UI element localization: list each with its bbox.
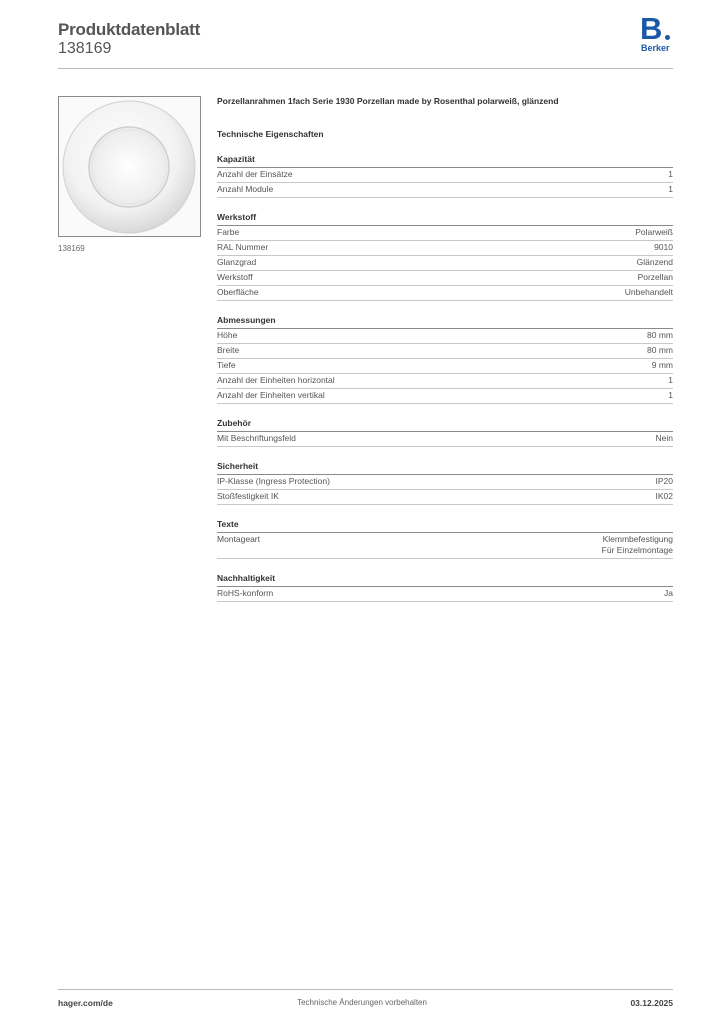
section-heading: Zubehör bbox=[217, 418, 673, 432]
spec-value-line: Polarweiß bbox=[635, 227, 673, 237]
spec-row bbox=[217, 168, 673, 183]
logo-dot bbox=[665, 35, 670, 40]
image-caption: 138169 bbox=[58, 244, 85, 253]
product-number: 138169 bbox=[58, 40, 112, 57]
section-heading: Kapazität bbox=[217, 154, 673, 168]
spec-section bbox=[217, 418, 673, 447]
spec-value-line: Ja bbox=[664, 588, 673, 598]
logo-name: Berker bbox=[641, 43, 670, 53]
logo-letter: B bbox=[640, 11, 663, 46]
spec-row bbox=[217, 256, 673, 271]
spec-value-line: 1 bbox=[668, 375, 673, 385]
spec-row bbox=[217, 241, 673, 256]
spec-value bbox=[664, 588, 673, 599]
section-heading: Sicherheit bbox=[217, 461, 673, 475]
spec-value bbox=[625, 287, 673, 298]
spec-label: Oberfläche bbox=[217, 287, 259, 297]
spec-row bbox=[217, 587, 673, 602]
porcelain-frame-illustration bbox=[59, 97, 200, 236]
spec-label: Werkstoff bbox=[217, 272, 253, 282]
spec-row bbox=[217, 374, 673, 389]
section-heading: Werkstoff bbox=[217, 212, 673, 226]
spec-row bbox=[217, 286, 673, 301]
spec-value-line: 80 mm bbox=[647, 345, 673, 355]
spec-value bbox=[668, 390, 673, 401]
footer-website: hager.com/de bbox=[58, 998, 113, 1008]
spec-row bbox=[217, 271, 673, 286]
spec-row bbox=[217, 329, 673, 344]
section-heading: Texte bbox=[217, 519, 673, 533]
spec-section bbox=[217, 573, 673, 602]
spec-value-line: IK02 bbox=[655, 491, 673, 501]
header-divider bbox=[58, 68, 673, 69]
spec-row bbox=[217, 389, 673, 404]
spec-value bbox=[656, 491, 674, 502]
spec-label: Anzahl der Einsätze bbox=[217, 169, 293, 179]
spec-value-line: Unbehandelt bbox=[624, 287, 673, 297]
footer-divider bbox=[58, 989, 673, 990]
spec-value-line: 1 bbox=[668, 184, 673, 194]
spec-value bbox=[668, 169, 673, 180]
spec-label: Höhe bbox=[217, 330, 238, 340]
spec-section bbox=[217, 154, 673, 198]
spec-value bbox=[647, 330, 673, 341]
spec-section bbox=[217, 461, 673, 505]
spec-row bbox=[217, 475, 673, 490]
berker-logo bbox=[638, 11, 674, 56]
spec-row bbox=[217, 359, 673, 374]
spec-value bbox=[654, 242, 673, 253]
spec-label: Anzahl der Einheiten vertikal bbox=[217, 390, 325, 400]
spec-subtitle: Technische Eigenschaften bbox=[217, 129, 324, 139]
spec-value bbox=[602, 534, 673, 556]
section-heading: Nachhaltigkeit bbox=[217, 573, 673, 587]
spec-label: Anzahl der Einheiten horizontal bbox=[217, 375, 335, 385]
spec-section bbox=[217, 212, 673, 301]
spec-label: IP-Klasse (Ingress Protection) bbox=[217, 476, 330, 486]
spec-label: RAL Nummer bbox=[217, 242, 269, 252]
spec-value bbox=[635, 227, 673, 238]
spec-value-line: 9010 bbox=[654, 242, 673, 252]
spec-label: Farbe bbox=[217, 227, 240, 237]
spec-section bbox=[217, 519, 673, 559]
spec-label: Tiefe bbox=[217, 360, 236, 370]
spec-row bbox=[217, 226, 673, 241]
spec-value-line: 1 bbox=[668, 169, 673, 179]
spec-row bbox=[217, 533, 673, 559]
spec-value-line: 9 mm bbox=[651, 360, 673, 370]
footer-disclaimer: Technische Änderungen vorbehalten bbox=[297, 998, 427, 1007]
product-image bbox=[58, 96, 201, 237]
spec-label: Glanzgrad bbox=[217, 257, 257, 267]
spec-value bbox=[656, 433, 673, 444]
spec-value bbox=[638, 272, 673, 283]
spec-row bbox=[217, 183, 673, 198]
header-title: Produktdatenblatt bbox=[58, 20, 201, 39]
spec-value-line: IP20 bbox=[655, 476, 673, 486]
spec-row bbox=[217, 344, 673, 359]
spec-value bbox=[668, 375, 673, 386]
spec-label: Montageart bbox=[217, 534, 260, 544]
spec-content bbox=[217, 96, 673, 602]
spec-label: RoHS-konform bbox=[217, 588, 274, 598]
spec-value bbox=[637, 257, 673, 268]
spec-row bbox=[217, 490, 673, 505]
spec-sections bbox=[217, 154, 673, 602]
spec-label: Stoßfestigkeit IK bbox=[217, 491, 279, 501]
spec-value-line: Glänzend bbox=[636, 257, 673, 267]
spec-value-line: Nein bbox=[655, 433, 673, 443]
spec-value bbox=[647, 345, 673, 356]
spec-value bbox=[652, 360, 673, 371]
spec-value-line: Für Einzelmontage bbox=[601, 545, 673, 555]
spec-section bbox=[217, 315, 673, 404]
product-title: Porzellanrahmen 1fach Serie 1930 Porzellan made by Rosenthal polarweiß, glänzend bbox=[217, 96, 559, 106]
section-heading: Abmessungen bbox=[217, 315, 673, 329]
spec-value-line: Porzellan bbox=[637, 272, 673, 282]
spec-value-line: Klemmbefestigung bbox=[602, 534, 673, 544]
spec-label: Breite bbox=[217, 345, 240, 355]
spec-label: Mit Beschriftungsfeld bbox=[217, 433, 296, 443]
footer-date: 03.12.2025 bbox=[630, 998, 673, 1008]
spec-value bbox=[668, 184, 673, 195]
spec-row bbox=[217, 432, 673, 447]
spec-value-line: 1 bbox=[668, 390, 673, 400]
spec-value-line: 80 mm bbox=[647, 330, 673, 340]
spec-label: Anzahl Module bbox=[217, 184, 274, 194]
spec-value bbox=[656, 476, 674, 487]
